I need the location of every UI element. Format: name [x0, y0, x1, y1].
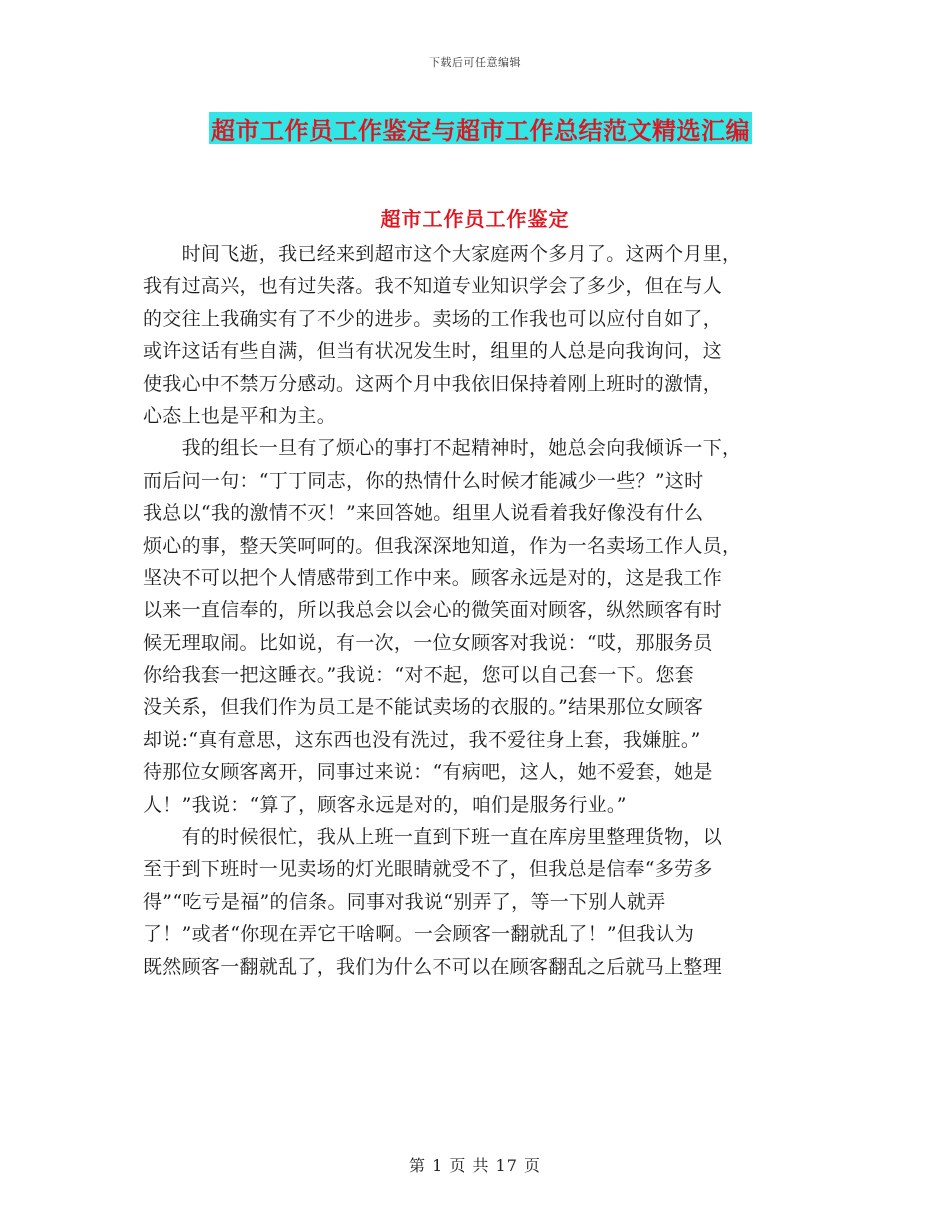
text-line: 待那位女顾客离开，同事过来说：“有病吧，这人，她不爱套，她是: [143, 761, 713, 784]
text-line: 心态上也是平和为主。: [143, 404, 337, 427]
text-line: 我的组长一旦有了烦心的事打不起精神时，她总会向我倾诉一下，: [143, 437, 742, 460]
text-line: 得”“吃亏是福”的信条。同事对我说“别弄了，等一下别人就弄: [143, 890, 666, 913]
section-title: 超市工作员工作鉴定: [380, 207, 570, 231]
page-header-note: 下载后可任意编辑: [429, 56, 521, 69]
text-line: 使我心中不禁万分感动。这两个月中我依旧保持着刚上班时的激情，: [143, 372, 723, 395]
text-line: 烦心的事，整天笑呵呵的。但我深深地知道，作为一名卖场工作人员，: [143, 534, 742, 557]
body-text: [143, 238, 805, 983]
text-line: 坚决不可以把个人情感带到工作中来。顾客永远是对的，这是我工作: [143, 566, 723, 589]
text-line: 至于到下班时一见卖场的灯光眼睛就受不了，但我总是信奉“多劳多: [143, 858, 713, 881]
text-line: 有的时候很忙，我从上班一直到下班一直在库房里整理货物，以: [143, 826, 723, 849]
page-footer: 第 1 页 共 17 页: [409, 1156, 541, 1175]
text-line: 却说:“真有意思，这东西也没有洗过，我不爱往身上套，我嫌脏。”: [143, 728, 701, 751]
text-line: 我总以“我的激情不灭！”来回答她。组里人说看着我好像没有什么: [143, 502, 704, 525]
main-title: 超市工作员工作鉴定与超市工作总结范文精选汇编: [211, 115, 750, 145]
text-line: 以来一直信奉的，所以我总会以会心的微笑面对顾客，纵然顾客有时: [143, 599, 723, 622]
text-line: 我有过高兴，也有过失落。我不知道专业知识学会了多少，但在与人: [143, 275, 723, 298]
text-line: 既然顾客一翻就乱了，我们为什么不可以在顾客翻乱之后就马上整理: [143, 955, 723, 978]
text-line: 没关系，但我们作为员工是不能试卖场的衣服的。”结果那位女顾客: [143, 696, 704, 719]
text-line: 人！”我说：“算了，顾客永远是对的，咱们是服务行业。”: [143, 793, 627, 816]
text-line: 了！”或者“你现在弄它干啥啊。一会顾客一翻就乱了！”但我认为: [143, 923, 695, 946]
text-line: 时间飞逝，我已经来到超市这个大家庭两个多月了。这两个月里，: [143, 243, 742, 265]
text-line: 或许这话有些自满，但当有状况发生时，组里的人总是向我询问，这: [143, 340, 723, 363]
main-title-highlight: [209, 112, 752, 144]
text-line: 候无理取闹。比如说，有一次，一位女顾客对我说：“哎，那服务员: [143, 631, 713, 654]
text-line: 你给我套一把这睡衣。”我说：“对不起，您可以自己套一下。您套: [143, 664, 694, 687]
text-line: 的交往上我确实有了不少的进步。卖场的工作我也可以应付自如了，: [143, 307, 723, 330]
text-line: 而后问一句：“丁丁同志，你的热情什么时候才能减少一些？”这时: [143, 469, 704, 492]
